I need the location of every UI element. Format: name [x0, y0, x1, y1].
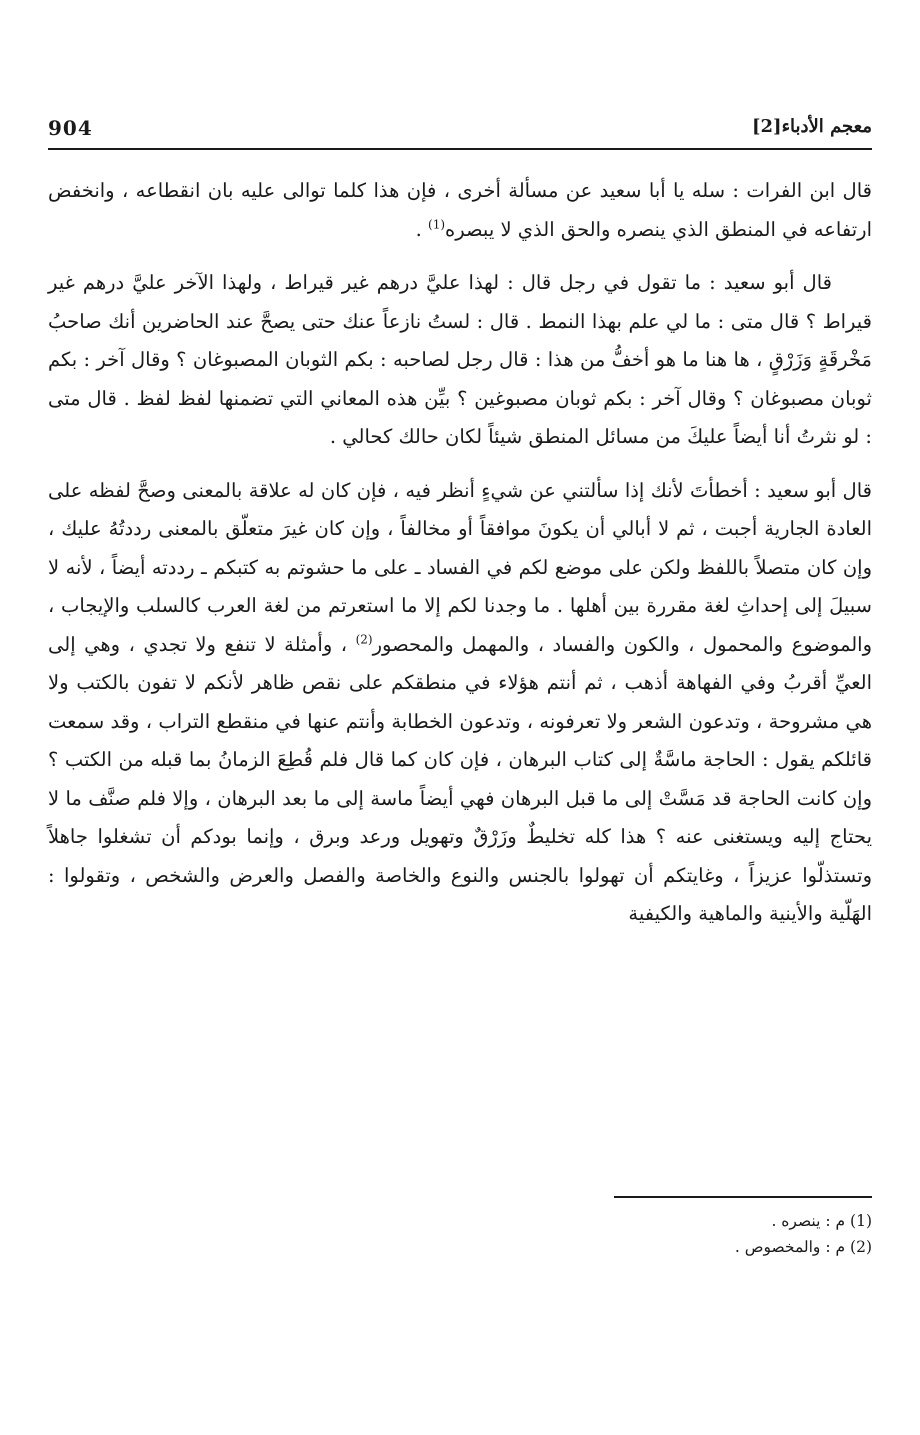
footnote: (2) م : والمخصوص .	[734, 1238, 872, 1256]
footnote: (1) م : ينصره .	[771, 1212, 872, 1230]
paragraph-text: قال ابن الفرات : سله يا أبا سعيد عن مسألة أخرى ، فإن هذا كلما توالى عليه بان انقطاعه ، وانخفض ارتفاعه في المنطق الذي ينصره والحق الذي لا يبصره	[48, 179, 872, 241]
running-head	[48, 112, 872, 146]
footnote-rule	[614, 1196, 872, 1198]
book-page	[48, 0, 872, 1435]
running-head-title: معجم الأدباء[2]	[751, 116, 872, 137]
footnote-marker: (1)	[428, 217, 446, 231]
footnote-marker: (2)	[355, 632, 373, 646]
header-rule	[48, 148, 872, 150]
footnotes	[48, 1208, 872, 1260]
paragraph	[48, 172, 872, 249]
paragraph	[48, 264, 872, 457]
paragraph	[48, 472, 872, 934]
paragraph-tail: .	[415, 217, 429, 241]
paragraph-text: قال أبو سعيد : أخطأتَ لأنك إذا سألتني عن شيءٍ أنظر فيه ، فإن كان له علاقة بالمعنى وصحَّ لفظه على العادة الجارية أجبت ، ثم لا أبالي أن يكونَ موافقاً أو مخالفاً ، وإن كان غيرَ متعلّق بالمعنى رددتُهُ عليك ، وإن كان متصلاً باللفظ ولكن على موضع لكم في الفساد ـ على ما حشوتم به كتبكم ـ رددته أيضاً ، لأنه لا سبيلَ إلى إحداثِ لغة مقررة بين أهلها . ما وجدنا لكم إلا ما استعرتم من لغة العرب كالسلب والإيجاب ، والموضوع والمحمول ، والكون والفساد ، والمهمل والمحصور	[48, 478, 872, 656]
paragraph-text: قال أبو سعيد : ما تقول في رجل قال : لهذا عليَّ درهم غير قيراط ، ولهذا الآخر عليَّ درهم غير قيراط ؟ قال متى : ما لي علم بهذا النمط . قال : لستُ نازعاً عنك حتى يصحَّ عند الحاضرين أنك صاحبُ مَخْرقَةٍ وَزَرْقٍ ، ها هنا ما هو أخفُّ من هذا : قال رجل لصاحبه : بكم الثوبان المصبوغان ؟ وقال آخر : بكم ثوبان مصبوغان ؟ وقال آخر : بكم ثوبان مصبوغين ؟ بيِّن هذه المعاني التي تضمنها لفظ لفظ . قال متى : لو نثرتُ أنا أيضاً عليكَ من مسائل المنطق شيئاً لكان حالك كحالي .	[48, 271, 872, 448]
body-text	[48, 172, 872, 949]
page-number: 904	[48, 116, 93, 140]
paragraph-tail: ، وأمثلة لا تنفع ولا تجدي ، وهي إلى العيِّ أقربُ وفي الفهاهة أذهب ، ثم أنتم هؤلاء في منطقكم على نقص ظاهر لأنكم لا تفون بالكتب ولا هي مشروحة ، وتدعون الشعر ولا تعرفونه ، وتدعون الخطابة وأنتم عنها في منقطع التراب ، وقد سمعت قائلكم يقول : الحاجة ماسَّةٌ إلى كتاب البرهان ، فإن كان كما قال فلم قُطِعَ الزمانُ بما قبله من الكتب ؟ وإن كانت الحاجة قد مَسَّتْ إلى ما قبل البرهان فهي أيضاً ماسة إلى ما بعد البرهان ، وإلا فلم صنَّف ما لا يحتاج إليه ويستغنى عنه ؟ هذا كله تخليطٌ وزَرْقٌ وتهويل ورعد وبرق ، وإنما بودكم أن تشغلوا جاهلاً وتستذلّوا عزيزاً ، وغايتكم أن تهولوا بالجنس والنوع والخاصة والفصل والعرض والشخص ، وتقولوا : الهَلّية والأينية والماهية والكيفية	[48, 632, 872, 925]
